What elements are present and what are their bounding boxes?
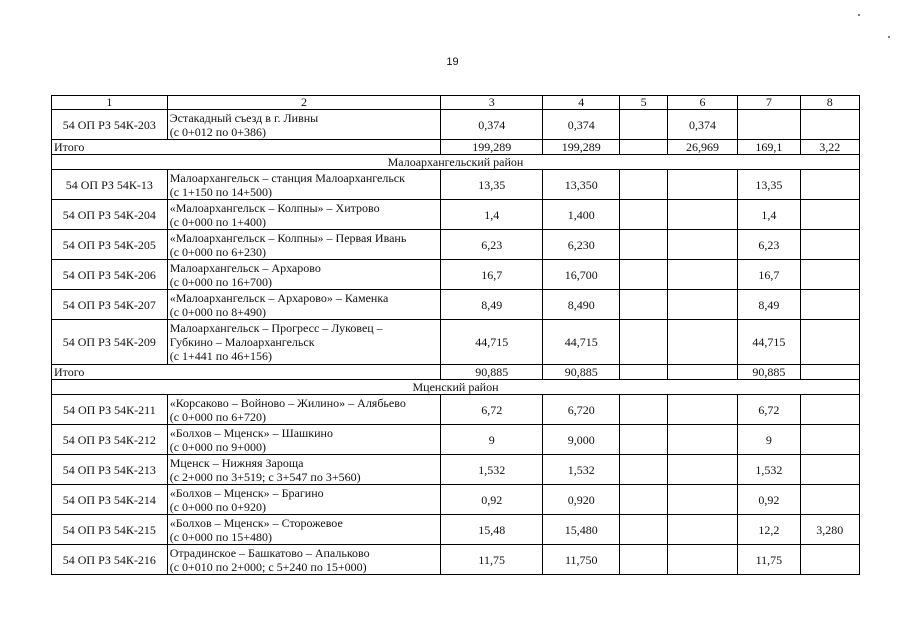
cell-col5 bbox=[620, 455, 667, 485]
scan-speck bbox=[888, 36, 890, 38]
road-name-line: «Малоархангельск – Архарово» – Каменка bbox=[169, 290, 389, 305]
column-number: 2 bbox=[167, 96, 441, 110]
total-col5 bbox=[620, 365, 667, 380]
road-name bbox=[167, 395, 441, 425]
cell-col7: 1,4 bbox=[738, 200, 800, 230]
column-number: 1 bbox=[52, 96, 168, 110]
road-code: 54 ОП РЗ 54К-216 bbox=[52, 545, 168, 575]
total-col3: 90,885 bbox=[441, 365, 543, 380]
table-row bbox=[52, 455, 860, 485]
road-name-line: Малоархангельск – Архарово bbox=[169, 260, 321, 275]
road-code: 54 ОП РЗ 54К-203 bbox=[52, 110, 168, 140]
road-name-line: (с 0+000 по 15+480) bbox=[169, 529, 272, 544]
total-col3: 199,289 bbox=[441, 140, 543, 155]
road-name-line: «Малоархангельск – Колпны» – Первая Ивань bbox=[169, 230, 407, 245]
cell-col6 bbox=[667, 425, 737, 455]
road-name-line: Губкино – Малоархангельск bbox=[169, 335, 315, 349]
total-label: Итого bbox=[52, 140, 441, 155]
cell-col3: 44,715 bbox=[441, 320, 543, 365]
cell-col4: 1,400 bbox=[543, 200, 620, 230]
cell-col4: 44,715 bbox=[543, 320, 620, 365]
cell-col4: 11,750 bbox=[543, 545, 620, 575]
table-row bbox=[52, 395, 860, 425]
cell-col7: 6,72 bbox=[738, 395, 800, 425]
cell-col5 bbox=[620, 200, 667, 230]
column-number: 5 bbox=[620, 96, 667, 110]
cell-col5 bbox=[620, 320, 667, 365]
road-code: 54 ОП РЗ 54К-212 bbox=[52, 425, 168, 455]
road-name-line: Мценск – Нижняя Зароща bbox=[169, 455, 304, 470]
road-name bbox=[167, 485, 441, 515]
cell-col6 bbox=[667, 230, 737, 260]
cell-col3: 1,532 bbox=[441, 455, 543, 485]
column-number-row bbox=[52, 96, 860, 110]
cell-col6 bbox=[667, 395, 737, 425]
cell-col5 bbox=[620, 170, 667, 200]
total-row bbox=[52, 140, 860, 155]
cell-col3: 0,374 bbox=[441, 110, 543, 140]
road-code: 54 ОП РЗ 54К-211 bbox=[52, 395, 168, 425]
cell-col4: 8,490 bbox=[543, 290, 620, 320]
cell-col3: 6,72 bbox=[441, 395, 543, 425]
road-name-line: (с 1+441 по 46+156) bbox=[169, 349, 272, 363]
road-name-line: Малоархангельск – станция Малоархангельск bbox=[169, 170, 405, 185]
total-col5 bbox=[620, 140, 667, 155]
total-col7: 169,1 bbox=[738, 140, 800, 155]
cell-col5 bbox=[620, 425, 667, 455]
road-name-line: Отрадинское – Башкатово – Апальково bbox=[169, 545, 370, 560]
cell-col7: 8,49 bbox=[738, 290, 800, 320]
cell-col3: 16,7 bbox=[441, 260, 543, 290]
road-name bbox=[167, 170, 441, 200]
cell-col4: 16,700 bbox=[543, 260, 620, 290]
road-name-line: (с 0+000 по 6+720) bbox=[169, 409, 266, 424]
cell-col4: 0,920 bbox=[543, 485, 620, 515]
district-heading: Мценский район bbox=[52, 380, 860, 395]
column-number: 7 bbox=[738, 96, 800, 110]
cell-col6 bbox=[667, 455, 737, 485]
cell-col6 bbox=[667, 320, 737, 365]
cell-col7: 6,23 bbox=[738, 230, 800, 260]
cell-col5 bbox=[620, 290, 667, 320]
cell-col5 bbox=[620, 545, 667, 575]
road-name-line: «Болхов – Мценск» – Шашкино bbox=[169, 425, 333, 440]
table-row bbox=[52, 545, 860, 575]
road-name bbox=[167, 545, 441, 575]
cell-col7: 16,7 bbox=[738, 260, 800, 290]
cell-col4: 6,720 bbox=[543, 395, 620, 425]
total-col8: 3,22 bbox=[800, 140, 859, 155]
cell-col8 bbox=[800, 200, 859, 230]
total-col4: 199,289 bbox=[543, 140, 620, 155]
cell-col4: 1,532 bbox=[543, 455, 620, 485]
column-number: 3 bbox=[441, 96, 543, 110]
road-name-line: Малоархангельск – Прогресс – Луковец – bbox=[169, 321, 383, 335]
road-name-line: «Малоархангельск – Колпны» – Хитрово bbox=[169, 200, 380, 215]
road-name-line: (с 0+000 по 9+000) bbox=[169, 439, 266, 454]
table-row bbox=[52, 485, 860, 515]
road-name-line: (с 0+000 по 8+490) bbox=[169, 304, 266, 319]
road-name bbox=[167, 110, 441, 140]
cell-col5 bbox=[620, 485, 667, 515]
road-name-line: «Болхов – Мценск» – Брагино bbox=[169, 485, 324, 500]
table-row bbox=[52, 290, 860, 320]
road-code: 54 ОП РЗ 54К-207 bbox=[52, 290, 168, 320]
section-row bbox=[52, 380, 860, 395]
table-row bbox=[52, 230, 860, 260]
road-name bbox=[167, 455, 441, 485]
road-code: 54 ОП РЗ 54К-204 bbox=[52, 200, 168, 230]
cell-col6 bbox=[667, 545, 737, 575]
road-code: 54 ОП РЗ 54К-13 bbox=[52, 170, 168, 200]
cell-col6: 0,374 bbox=[667, 110, 737, 140]
table-row bbox=[52, 320, 860, 365]
road-name-line: (с 0+000 по 16+700) bbox=[169, 274, 272, 289]
road-name-line: (с 0+000 по 6+230) bbox=[169, 244, 266, 259]
road-name bbox=[167, 425, 441, 455]
table-row bbox=[52, 170, 860, 200]
column-number: 8 bbox=[800, 96, 859, 110]
table-row bbox=[52, 260, 860, 290]
cell-col4: 9,000 bbox=[543, 425, 620, 455]
road-code: 54 ОП РЗ 54К-215 bbox=[52, 515, 168, 545]
column-number: 4 bbox=[543, 96, 620, 110]
cell-col7: 1,532 bbox=[738, 455, 800, 485]
section-row bbox=[52, 155, 860, 170]
cell-col4: 13,350 bbox=[543, 170, 620, 200]
cell-col5 bbox=[620, 230, 667, 260]
total-label: Итого bbox=[52, 365, 441, 380]
cell-col5 bbox=[620, 110, 667, 140]
road-code: 54 ОП РЗ 54К-213 bbox=[52, 455, 168, 485]
district-heading: Малоархангельский район bbox=[52, 155, 860, 170]
scan-speck bbox=[858, 14, 860, 16]
total-col6: 26,969 bbox=[667, 140, 737, 155]
cell-col3: 8,49 bbox=[441, 290, 543, 320]
cell-col6 bbox=[667, 170, 737, 200]
cell-col6 bbox=[667, 260, 737, 290]
cell-col7: 0,92 bbox=[738, 485, 800, 515]
roads-table bbox=[51, 95, 860, 575]
cell-col8 bbox=[800, 170, 859, 200]
cell-col3: 15,48 bbox=[441, 515, 543, 545]
cell-col3: 13,35 bbox=[441, 170, 543, 200]
cell-col8 bbox=[800, 110, 859, 140]
cell-col4: 0,374 bbox=[543, 110, 620, 140]
table-row bbox=[52, 110, 860, 140]
table-row bbox=[52, 200, 860, 230]
cell-col5 bbox=[620, 395, 667, 425]
cell-col3: 6,23 bbox=[441, 230, 543, 260]
road-code: 54 ОП РЗ 54К-214 bbox=[52, 485, 168, 515]
road-name bbox=[167, 260, 441, 290]
cell-col8 bbox=[800, 425, 859, 455]
total-row bbox=[52, 365, 860, 380]
road-name bbox=[167, 515, 441, 545]
cell-col8: 3,280 bbox=[800, 515, 859, 545]
column-number: 6 bbox=[667, 96, 737, 110]
road-name-line: «Болхов – Мценск» – Сторожевое bbox=[169, 515, 343, 530]
cell-col7: 9 bbox=[738, 425, 800, 455]
road-name-line: (с 0+012 по 0+386) bbox=[169, 124, 266, 139]
cell-col5 bbox=[620, 515, 667, 545]
cell-col8 bbox=[800, 395, 859, 425]
cell-col8 bbox=[800, 545, 859, 575]
cell-col8 bbox=[800, 290, 859, 320]
cell-col8 bbox=[800, 455, 859, 485]
cell-col3: 1,4 bbox=[441, 200, 543, 230]
cell-col8 bbox=[800, 260, 859, 290]
road-name bbox=[167, 320, 441, 365]
cell-col6 bbox=[667, 515, 737, 545]
cell-col7: 44,715 bbox=[738, 320, 800, 365]
cell-col7: 11,75 bbox=[738, 545, 800, 575]
page-number: 19 bbox=[446, 56, 459, 68]
cell-col3: 11,75 bbox=[441, 545, 543, 575]
road-name-line: (с 1+150 по 14+500) bbox=[169, 184, 272, 199]
road-name-line: (с 0+000 по 1+400) bbox=[169, 214, 266, 229]
cell-col7 bbox=[738, 110, 800, 140]
cell-col7: 12,2 bbox=[738, 515, 800, 545]
road-code: 54 ОП РЗ 54К-205 bbox=[52, 230, 168, 260]
cell-col5 bbox=[620, 260, 667, 290]
road-name-line: (с 0+010 по 2+000; с 5+240 по 15+000) bbox=[169, 559, 367, 574]
total-col6 bbox=[667, 365, 737, 380]
table-row bbox=[52, 515, 860, 545]
road-name-line: «Корсаково – Войново – Жилино» – Алябьево bbox=[169, 395, 406, 410]
road-name-line: (с 2+000 по 3+519; с 3+547 по 3+560) bbox=[169, 469, 361, 484]
total-col4: 90,885 bbox=[543, 365, 620, 380]
table-row bbox=[52, 425, 860, 455]
cell-col4: 6,230 bbox=[543, 230, 620, 260]
total-col8 bbox=[800, 365, 859, 380]
cell-col8 bbox=[800, 485, 859, 515]
road-name bbox=[167, 290, 441, 320]
road-name bbox=[167, 200, 441, 230]
cell-col3: 0,92 bbox=[441, 485, 543, 515]
cell-col8 bbox=[800, 320, 859, 365]
road-code: 54 ОП РЗ 54К-206 bbox=[52, 260, 168, 290]
cell-col6 bbox=[667, 485, 737, 515]
road-name-line: (с 0+000 по 0+920) bbox=[169, 499, 266, 514]
cell-col3: 9 bbox=[441, 425, 543, 455]
cell-col4: 15,480 bbox=[543, 515, 620, 545]
road-name bbox=[167, 230, 441, 260]
cell-col8 bbox=[800, 230, 859, 260]
total-col7: 90,885 bbox=[738, 365, 800, 380]
road-code: 54 ОП РЗ 54К-209 bbox=[52, 320, 168, 365]
cell-col7: 13,35 bbox=[738, 170, 800, 200]
cell-col6 bbox=[667, 200, 737, 230]
road-name-line: Эстакадный съезд в г. Ливны bbox=[169, 110, 319, 125]
cell-col6 bbox=[667, 290, 737, 320]
